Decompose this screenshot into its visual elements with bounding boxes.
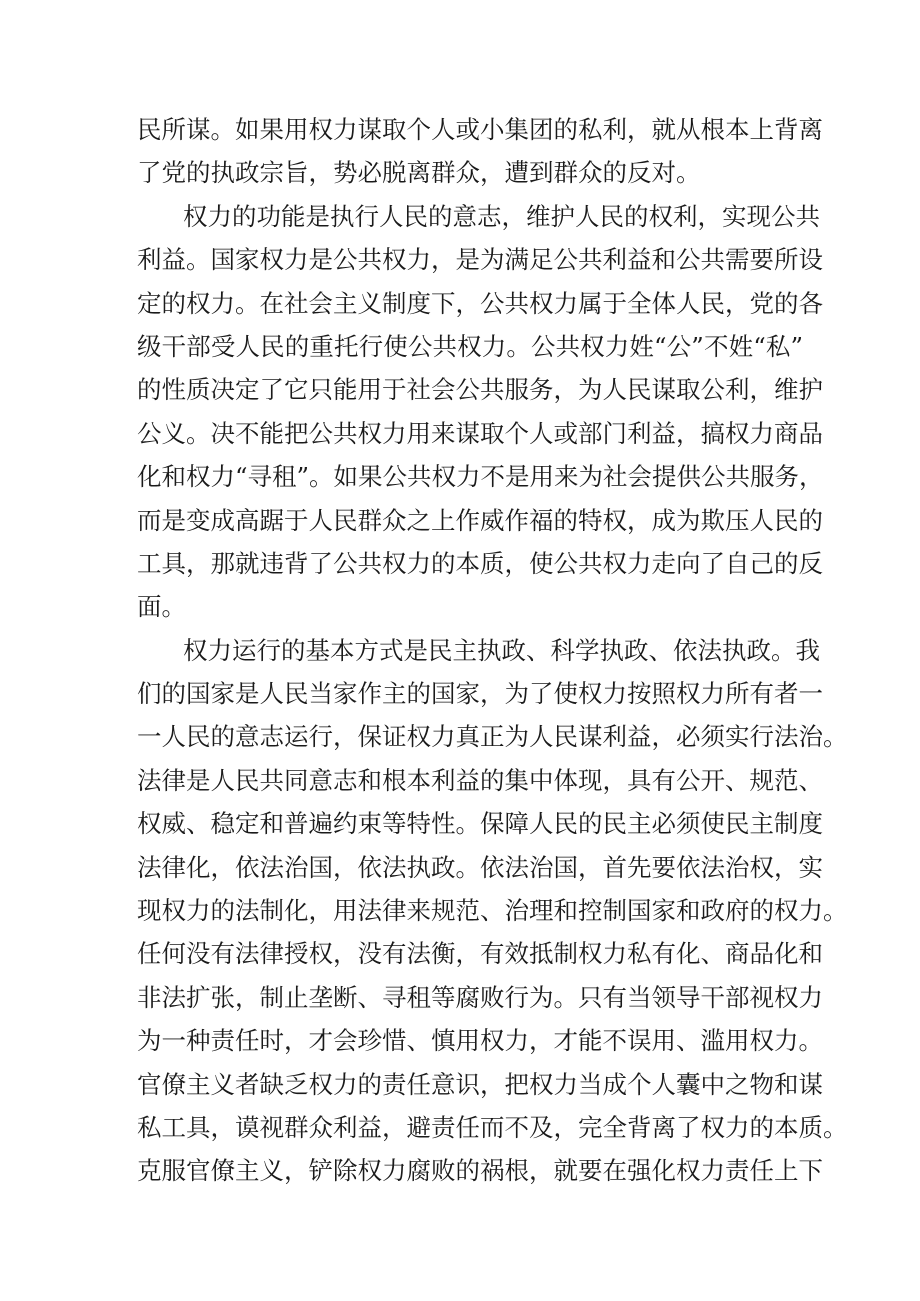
- text-line: 克服官僚主义，铲除权力腐败的祸根，就要在强化权力责任上下: [137, 1156, 823, 1186]
- paragraph: [137, 195, 824, 629]
- text-line: 公义。决不能把公共权力用来谋取个人或部门利益，搞权力商品: [137, 418, 823, 448]
- text-line: 权威、稳定和普遍约束等特性。保障人民的民主必须使民主制度: [137, 809, 823, 839]
- text-line: 非法扩张，制止垄断、寻租等腐败行为。只有当领导干部视权力: [137, 982, 823, 1012]
- text-line: 一人民的意志运行，保证权力真正为人民谋利益，必须实行法治。: [137, 722, 848, 752]
- text-line: 工具，那就违背了公共权力的本质，使公共权力走向了自己的反: [137, 548, 823, 578]
- text-line: 而是变成高踞于人民群众之上作威作福的特权，成为欺压人民的: [137, 505, 823, 535]
- text-line: 了党的执政宗旨，势必脱离群众，遭到群众的反对。: [137, 158, 701, 188]
- text-line: 法律是人民共同意志和根本利益的集中体现，具有公开、规范、: [137, 765, 823, 795]
- text-line: 化和权力“寻租”。如果公共权力不是用来为社会提供公共服务，: [137, 462, 824, 492]
- text-line: 面。: [137, 592, 186, 622]
- text-line: 们的国家是人民当家作主的国家，为了使权力按照权力所有者一: [137, 679, 823, 709]
- text-line: 任何没有法律授权，没有法衡，有效抵制权力私有化、商品化和: [137, 939, 823, 969]
- paragraph: [137, 629, 848, 1193]
- text-line: 为一种责任时，才会珍惜、慎用权力，才能不误用、滥用权力。: [137, 1026, 823, 1056]
- text-line: 权力运行的基本方式是民主执政、科学执政、依法执政。我: [183, 635, 820, 665]
- text-line: 法律化，依法治国，依法执政。依法治国，首先要依法治权，实: [137, 852, 823, 882]
- paragraph: [137, 108, 823, 195]
- text-line: 定的权力。在社会主义制度下，公共权力属于全体人民，党的各: [137, 288, 823, 318]
- text-line: 民所谋。如果用权力谋取个人或小集团的私利，就从根本上背离: [137, 115, 823, 144]
- body-text: [137, 108, 848, 1193]
- text-line: 的性质决定了它只能用于社会公共服务，为人民谋取公利，维护: [137, 375, 823, 405]
- text-line: 私工具，谟视群众利益，避责任而不及，完全背离了权力的本质。: [137, 1112, 848, 1142]
- text-line: 级干部受人民的重托行使公共权力。公共权力姓“公”不姓“私”: [137, 331, 803, 361]
- text-line: 利益。国家权力是公共权力，是为满足公共利益和公共需要所设: [137, 245, 823, 275]
- text-line: 现权力的法制化，用法律来规范、治理和控制国家和政府的权力。: [137, 896, 848, 926]
- text-line: 权力的功能是执行人民的意志，维护人民的权利，实现公共: [183, 201, 820, 231]
- text-line: 官僚主义者缺乏权力的责任意识，把权力当成个人囊中之物和谋: [137, 1069, 823, 1099]
